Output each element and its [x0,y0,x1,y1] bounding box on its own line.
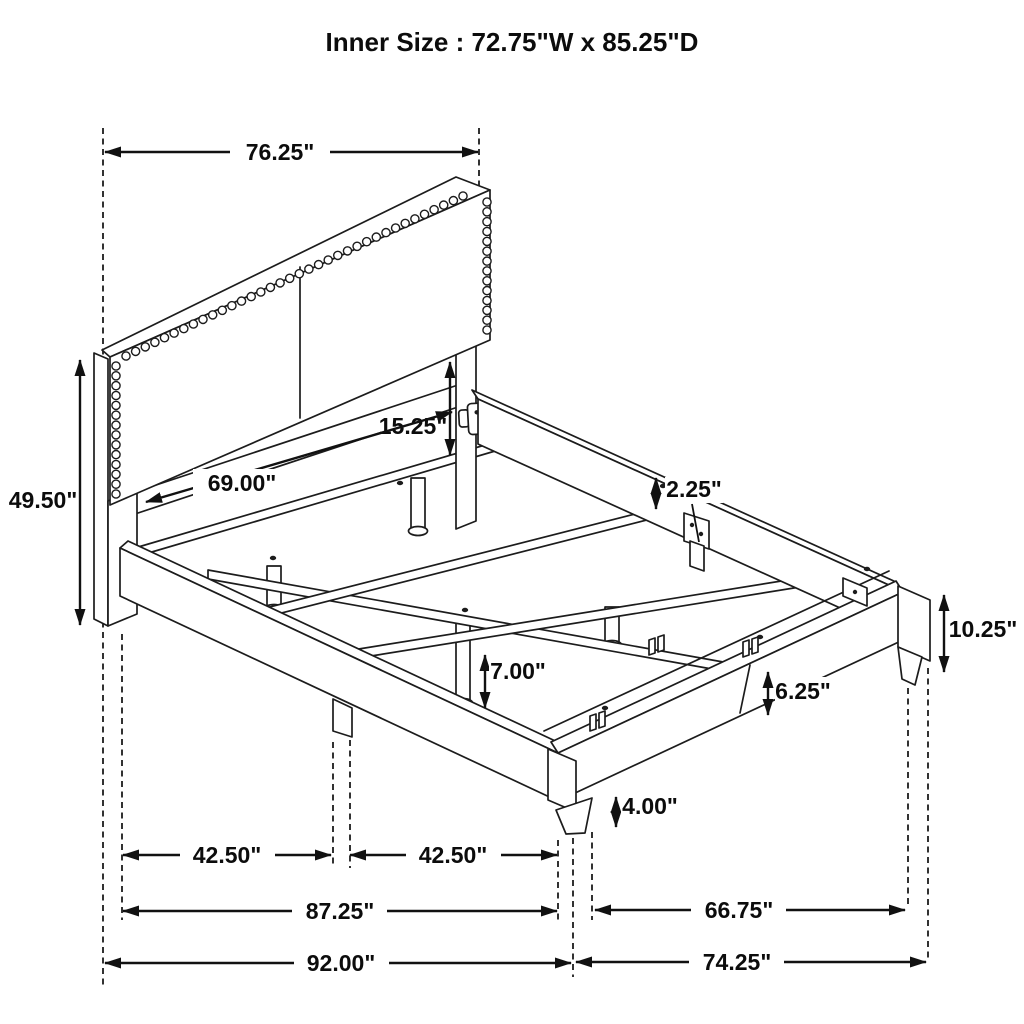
svg-text:69.00": 69.00" [207,470,277,496]
svg-text:6.25": 6.25" [775,678,831,704]
svg-text:87.25": 87.25" [305,898,375,924]
diagram-title: Inner Size : 72.75"W x 85.25"D [325,27,699,57]
left-rail-middle-leg [333,699,352,737]
dim-foot-leg-height [616,792,679,827]
svg-text:66.75": 66.75" [704,897,774,923]
dim-leg-span-b [350,841,557,869]
dim-headboard-height [6,360,80,625]
svg-text:42.50": 42.50" [192,842,262,868]
dim-side-rail-height [768,672,831,715]
svg-text:4.00": 4.00" [622,793,678,819]
svg-text:10.25": 10.25" [948,616,1018,642]
dim-center-leg-height [485,655,547,708]
svg-text:76.25": 76.25" [245,139,315,165]
svg-text:42.50": 42.50" [418,842,488,868]
dim-foot-inner-width [595,896,905,924]
dim-headboard-width [105,137,478,166]
corner-bracket [684,513,709,571]
svg-text:15.25": 15.25" [378,413,448,439]
svg-text:74.25": 74.25" [702,949,772,975]
dim-foot-overall-width [576,948,926,976]
svg-text:2.25": 2.25" [666,476,722,502]
dim-overall-length [105,949,571,977]
headboard-left-leg [94,353,108,626]
foot-left-corner-post [548,749,576,812]
dim-frame-height [944,595,1017,672]
dim-leg-span-total [123,897,557,925]
svg-text:7.00": 7.00" [490,658,546,684]
center-support-leg [409,478,428,536]
dim-leg-span-a [123,841,331,869]
svg-text:92.00": 92.00" [306,950,376,976]
svg-text:49.50": 49.50" [8,487,78,513]
